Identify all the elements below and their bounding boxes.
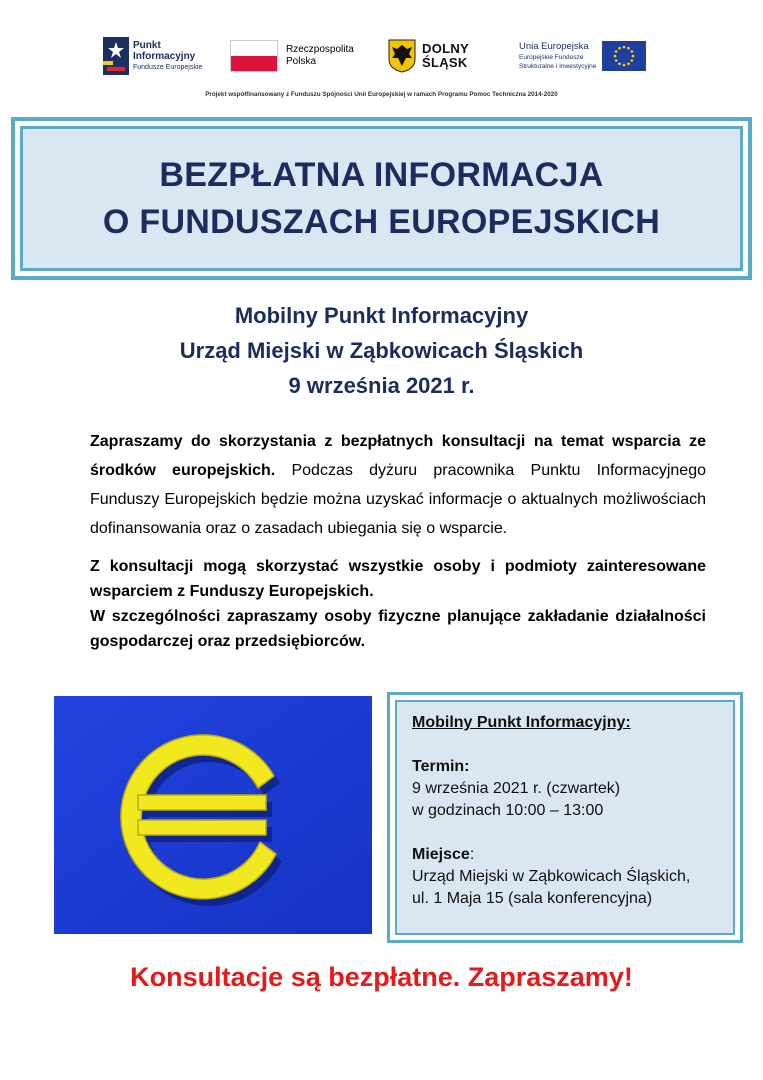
- fe-star-icon: [103, 37, 129, 75]
- miejsce-label: Miejsce: [412, 846, 470, 863]
- miejsce-line1: Urząd Miejski w Ząbkowicach Śląskich,: [412, 868, 691, 885]
- rp-line2: Polska: [286, 56, 317, 67]
- termin-label: Termin:: [412, 758, 470, 775]
- target-text: W szczególności zapraszamy osoby fizyczne planujące zakładanie działalności gospodarczej oraz przedsiębiorców.: [90, 608, 706, 650]
- info-inner: [395, 700, 735, 935]
- eu-flag-icon: [602, 41, 646, 71]
- ds-line2: ŚLĄSK: [422, 55, 468, 70]
- eu-line3: Strukturalne i Inwestycyjne: [519, 62, 597, 70]
- termin-date: 9 września 2021 r. (czwartek): [412, 780, 621, 797]
- eligibility-text: Z konsultacji mogą skorzystać wszystkie osoby i podmioty zainteresowane wsparciem z Funduszy Europejskich.: [90, 558, 706, 600]
- pifs-line1: Punkt: [133, 39, 161, 51]
- subtitle: [0, 298, 763, 403]
- intro-normal: Podczas dyżuru pracownika Punktu Informacyjnego Funduszy Europejskich będzie można uzyskać informacje o aktualnych możliwościach dofinansowania oraz o zasadach ubiegania się o wsparcie.: [90, 462, 707, 537]
- title-box: [11, 117, 752, 280]
- euro-symbol-icon: [54, 696, 372, 934]
- eu-line1: Unia Europejska: [519, 40, 589, 52]
- miejsce-line2: ul. 1 Maja 15 (sala konferencyjna): [412, 890, 653, 907]
- body-text: [90, 427, 706, 654]
- intro-bold: Zapraszamy do skorzystania z bezpłatnych konsultacji na temat wsparcia ze środków europejskich.: [90, 433, 706, 479]
- title-inner: [20, 126, 743, 271]
- euro-image: [54, 696, 372, 934]
- polish-flag-icon: [230, 40, 278, 72]
- pifs-line2: Informacyjny: [133, 50, 196, 62]
- subtitle-date: 9 września 2021 r.: [288, 373, 475, 398]
- logo-bar: [0, 34, 763, 84]
- subtitle-line2: Urząd Miejski w Ząbkowicach Śląskich: [179, 338, 584, 363]
- footer-cta: Konsultacje są bezpłatne. Zapraszamy!: [130, 962, 633, 992]
- ds-line1: DOLNY: [422, 41, 469, 56]
- rp-line1: Rzeczpospolita: [286, 44, 354, 55]
- fundusze-europejskie-logo: [103, 34, 202, 78]
- eu-line2: Europejskie Fundusze: [519, 53, 584, 61]
- dolny-slask-logo: [388, 34, 469, 78]
- funding-note: Projekt współfinansowany z Funduszu Spójności Unii Europejskiej w ramach Programu Pomoc Techniczna 2014-2020: [205, 91, 558, 98]
- unia-europejska-logo: [519, 34, 646, 78]
- eagle-shield-icon: [388, 39, 416, 73]
- info-box: [387, 692, 743, 943]
- termin-hours: w godzinach 10:00 – 13:00: [412, 802, 604, 819]
- info-heading: Mobilny Punkt Informacyjny:: [412, 714, 631, 731]
- paragraph-intro: [90, 427, 706, 543]
- rzeczpospolita-logo: [230, 34, 354, 78]
- pifs-line3: Fundusze Europejskie: [133, 63, 203, 71]
- title-line2: O FUNDUSZACH EUROPEJSKICH: [102, 202, 661, 241]
- paragraph-eligibility: [90, 554, 706, 654]
- miejsce-colon: :: [469, 846, 475, 863]
- title-line1: BEZPŁATNA INFORMACJA: [159, 155, 604, 194]
- subtitle-line1: Mobilny Punkt Informacyjny: [234, 303, 529, 328]
